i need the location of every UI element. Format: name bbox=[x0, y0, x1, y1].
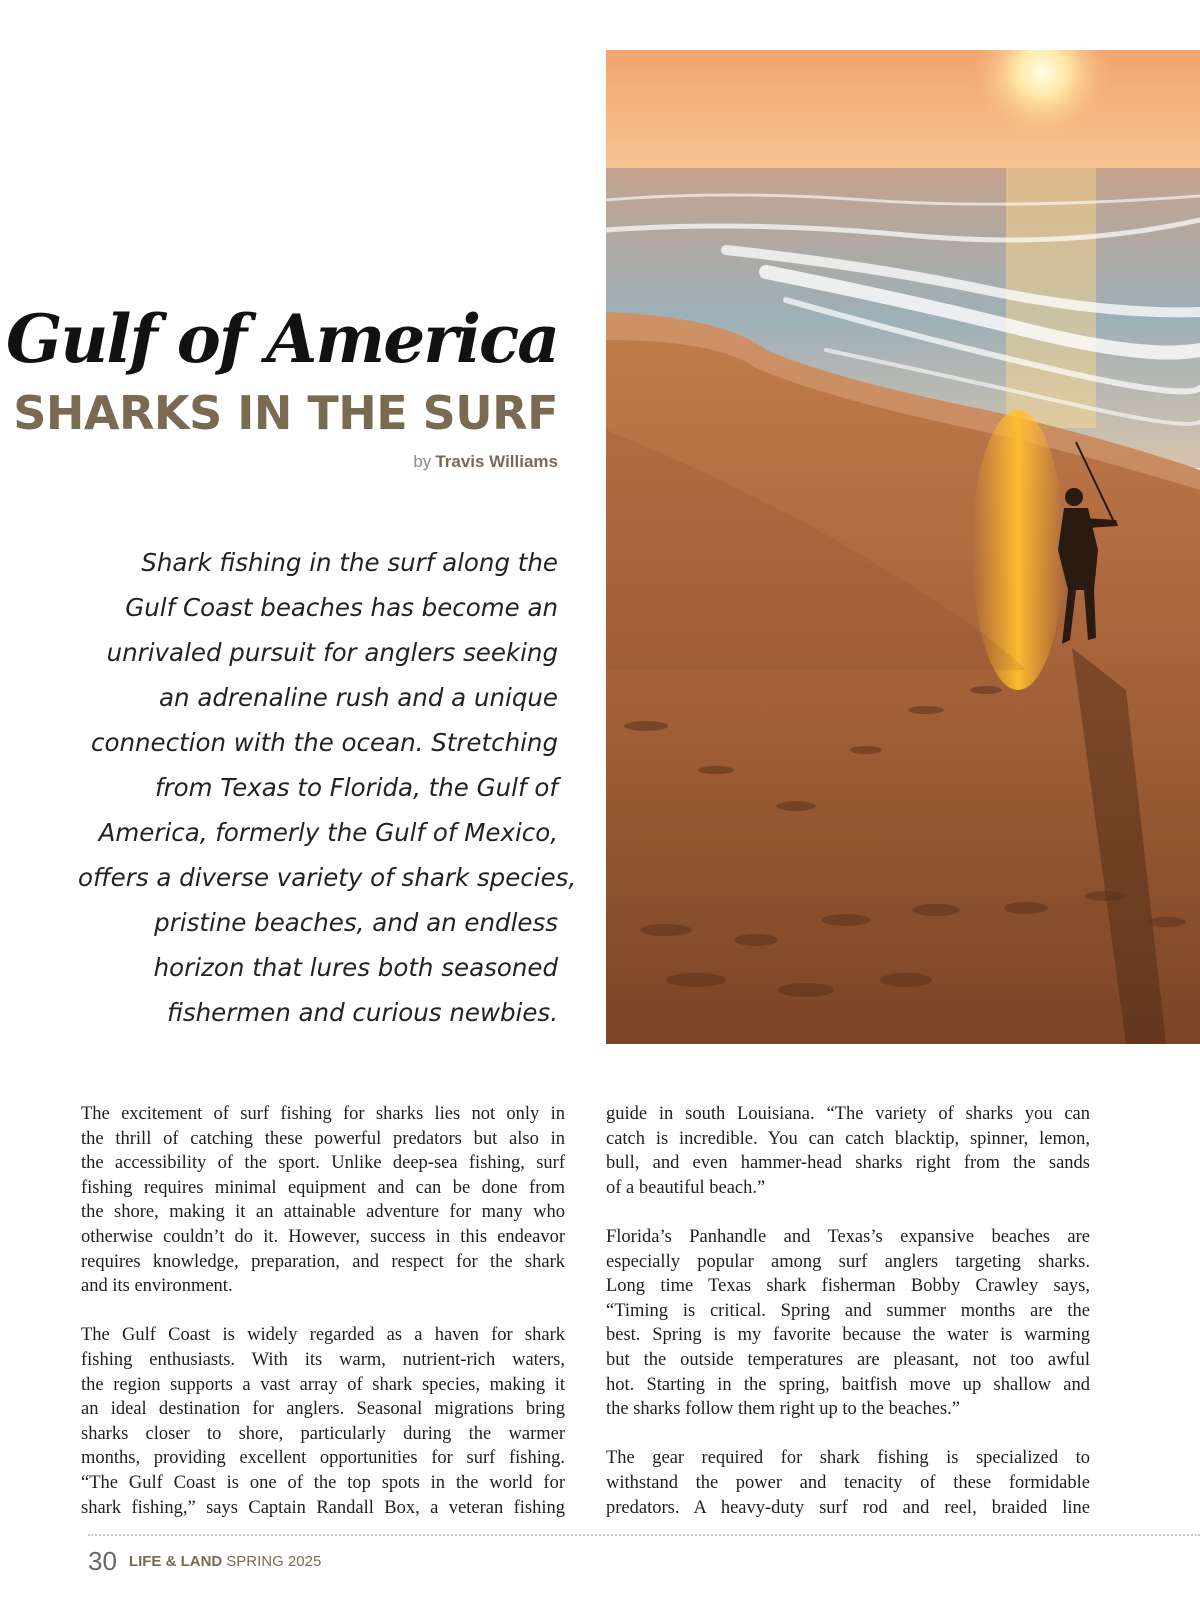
body-paragraph bbox=[81, 1102, 565, 1299]
sunset-surf-angler-photo bbox=[606, 50, 1200, 1044]
body-line: The gear required for shark fishing is specialized to bbox=[606, 1448, 1090, 1469]
body-line: fishing enthusiasts. With its warm, nutrient-rich waters, bbox=[81, 1349, 565, 1370]
deck-line: America, formerly the Gulf of Mexico, bbox=[98, 818, 558, 847]
deck-line: fishermen and curious newbies. bbox=[167, 998, 558, 1027]
body-line: requires knowledge, preparation, and respect for the shark bbox=[81, 1251, 565, 1272]
body-paragraph bbox=[606, 1102, 1090, 1200]
body-line: “Timing is critical. Spring and summer months are the bbox=[606, 1300, 1090, 1321]
byline bbox=[413, 452, 558, 472]
body-line: sharks closer to shore, particularly during the warmer bbox=[81, 1423, 565, 1444]
body-line: months, providing excellent opportunities for surf fishing. bbox=[81, 1448, 565, 1469]
body-line: bull, and even hammer-head sharks right from the sands bbox=[606, 1153, 1090, 1174]
body-line: especially popular among surf anglers targeting sharks. bbox=[606, 1251, 1090, 1272]
deck-line: pristine beaches, and an endless bbox=[154, 908, 558, 937]
body-line: the thrill of catching these powerful predators but also in bbox=[81, 1128, 565, 1149]
script-title: Gulf of America bbox=[5, 300, 558, 378]
byline-prefix: by bbox=[413, 452, 432, 471]
body-line: The Gulf Coast is widely regarded as a haven for shark bbox=[81, 1325, 565, 1346]
body-line: otherwise couldn’t do it. However, success in this endeavor bbox=[81, 1226, 565, 1247]
body-paragraph bbox=[606, 1446, 1090, 1520]
page-footer bbox=[88, 1546, 321, 1577]
body-column-left bbox=[81, 1102, 565, 1545]
issue-label: SPRING 2025 bbox=[226, 1553, 322, 1570]
body-line: and its environment. bbox=[81, 1276, 233, 1297]
body-line: shark fishing,” says Captain Randall Box, a veteran fishing bbox=[81, 1497, 565, 1518]
body-line: withstand the power and tenacity of these formidable bbox=[606, 1472, 1090, 1493]
body-line: the sharks follow them right up to the beaches.” bbox=[606, 1399, 960, 1420]
footer-divider bbox=[88, 1534, 1200, 1536]
body-paragraph bbox=[606, 1225, 1090, 1422]
deck-line: connection with the ocean. Stretching bbox=[91, 728, 558, 757]
deck-intro bbox=[78, 540, 577, 1035]
body-line: catch is incredible. You can catch blacktip, spinner, lemon, bbox=[606, 1128, 1090, 1149]
body-line: an ideal destination for anglers. Seasonal migrations bring bbox=[81, 1399, 565, 1420]
deck-line: unrivaled pursuit for anglers seeking bbox=[106, 638, 558, 667]
body-line: fishing requires minimal equipment and can be done from bbox=[81, 1177, 565, 1198]
body-paragraph bbox=[81, 1323, 565, 1520]
page-number: 30 bbox=[88, 1546, 117, 1576]
magazine-name: LIFE & LAND bbox=[128, 1553, 223, 1570]
body-line: the accessibility of the sport. Unlike deep-sea fishing, surf bbox=[81, 1153, 565, 1174]
author-name: Travis Williams bbox=[435, 452, 558, 471]
body-line: guide in south Louisiana. “The variety of sharks you can bbox=[606, 1104, 1090, 1124]
body-line: of a beautiful beach.” bbox=[606, 1177, 766, 1198]
body-column-right bbox=[606, 1102, 1090, 1545]
body-line: the shore, making it an attainable adventure for many who bbox=[81, 1202, 565, 1223]
body-line: Long time Texas shark fisherman Bobby Crawley says, bbox=[606, 1276, 1090, 1297]
deck-line: an adrenaline rush and a unique bbox=[159, 683, 558, 712]
body-line: predators. A heavy-duty surf rod and reel, braided line bbox=[606, 1497, 1090, 1518]
body-line: the region supports a vast array of shark species, making it bbox=[81, 1374, 565, 1395]
deck-line: from Texas to Florida, the Gulf of bbox=[154, 773, 558, 802]
deck-line: horizon that lures both seasoned bbox=[153, 953, 558, 982]
body-line: hot. Starting in the spring, baitfish move up shallow and bbox=[606, 1374, 1090, 1395]
headline: SHARKS IN THE SURF bbox=[13, 386, 558, 440]
body-line: but the outside temperatures are pleasant, not too awful bbox=[606, 1349, 1090, 1370]
deck-line: Gulf Coast beaches has become an bbox=[125, 593, 558, 622]
body-line: best. Spring is my favorite because the water is warming bbox=[606, 1325, 1090, 1346]
body-line: The excitement of surf fishing for sharks lies not only in bbox=[81, 1104, 565, 1124]
body-line: “The Gulf Coast is one of the top spots in the world for bbox=[81, 1472, 565, 1493]
deck-line: offers a diverse variety of shark species, bbox=[78, 863, 577, 892]
deck-line: Shark fishing in the surf along the bbox=[141, 548, 558, 577]
photo-illustration bbox=[606, 50, 1200, 1044]
body-line: Florida’s Panhandle and Texas’s expansive beaches are bbox=[606, 1226, 1090, 1247]
